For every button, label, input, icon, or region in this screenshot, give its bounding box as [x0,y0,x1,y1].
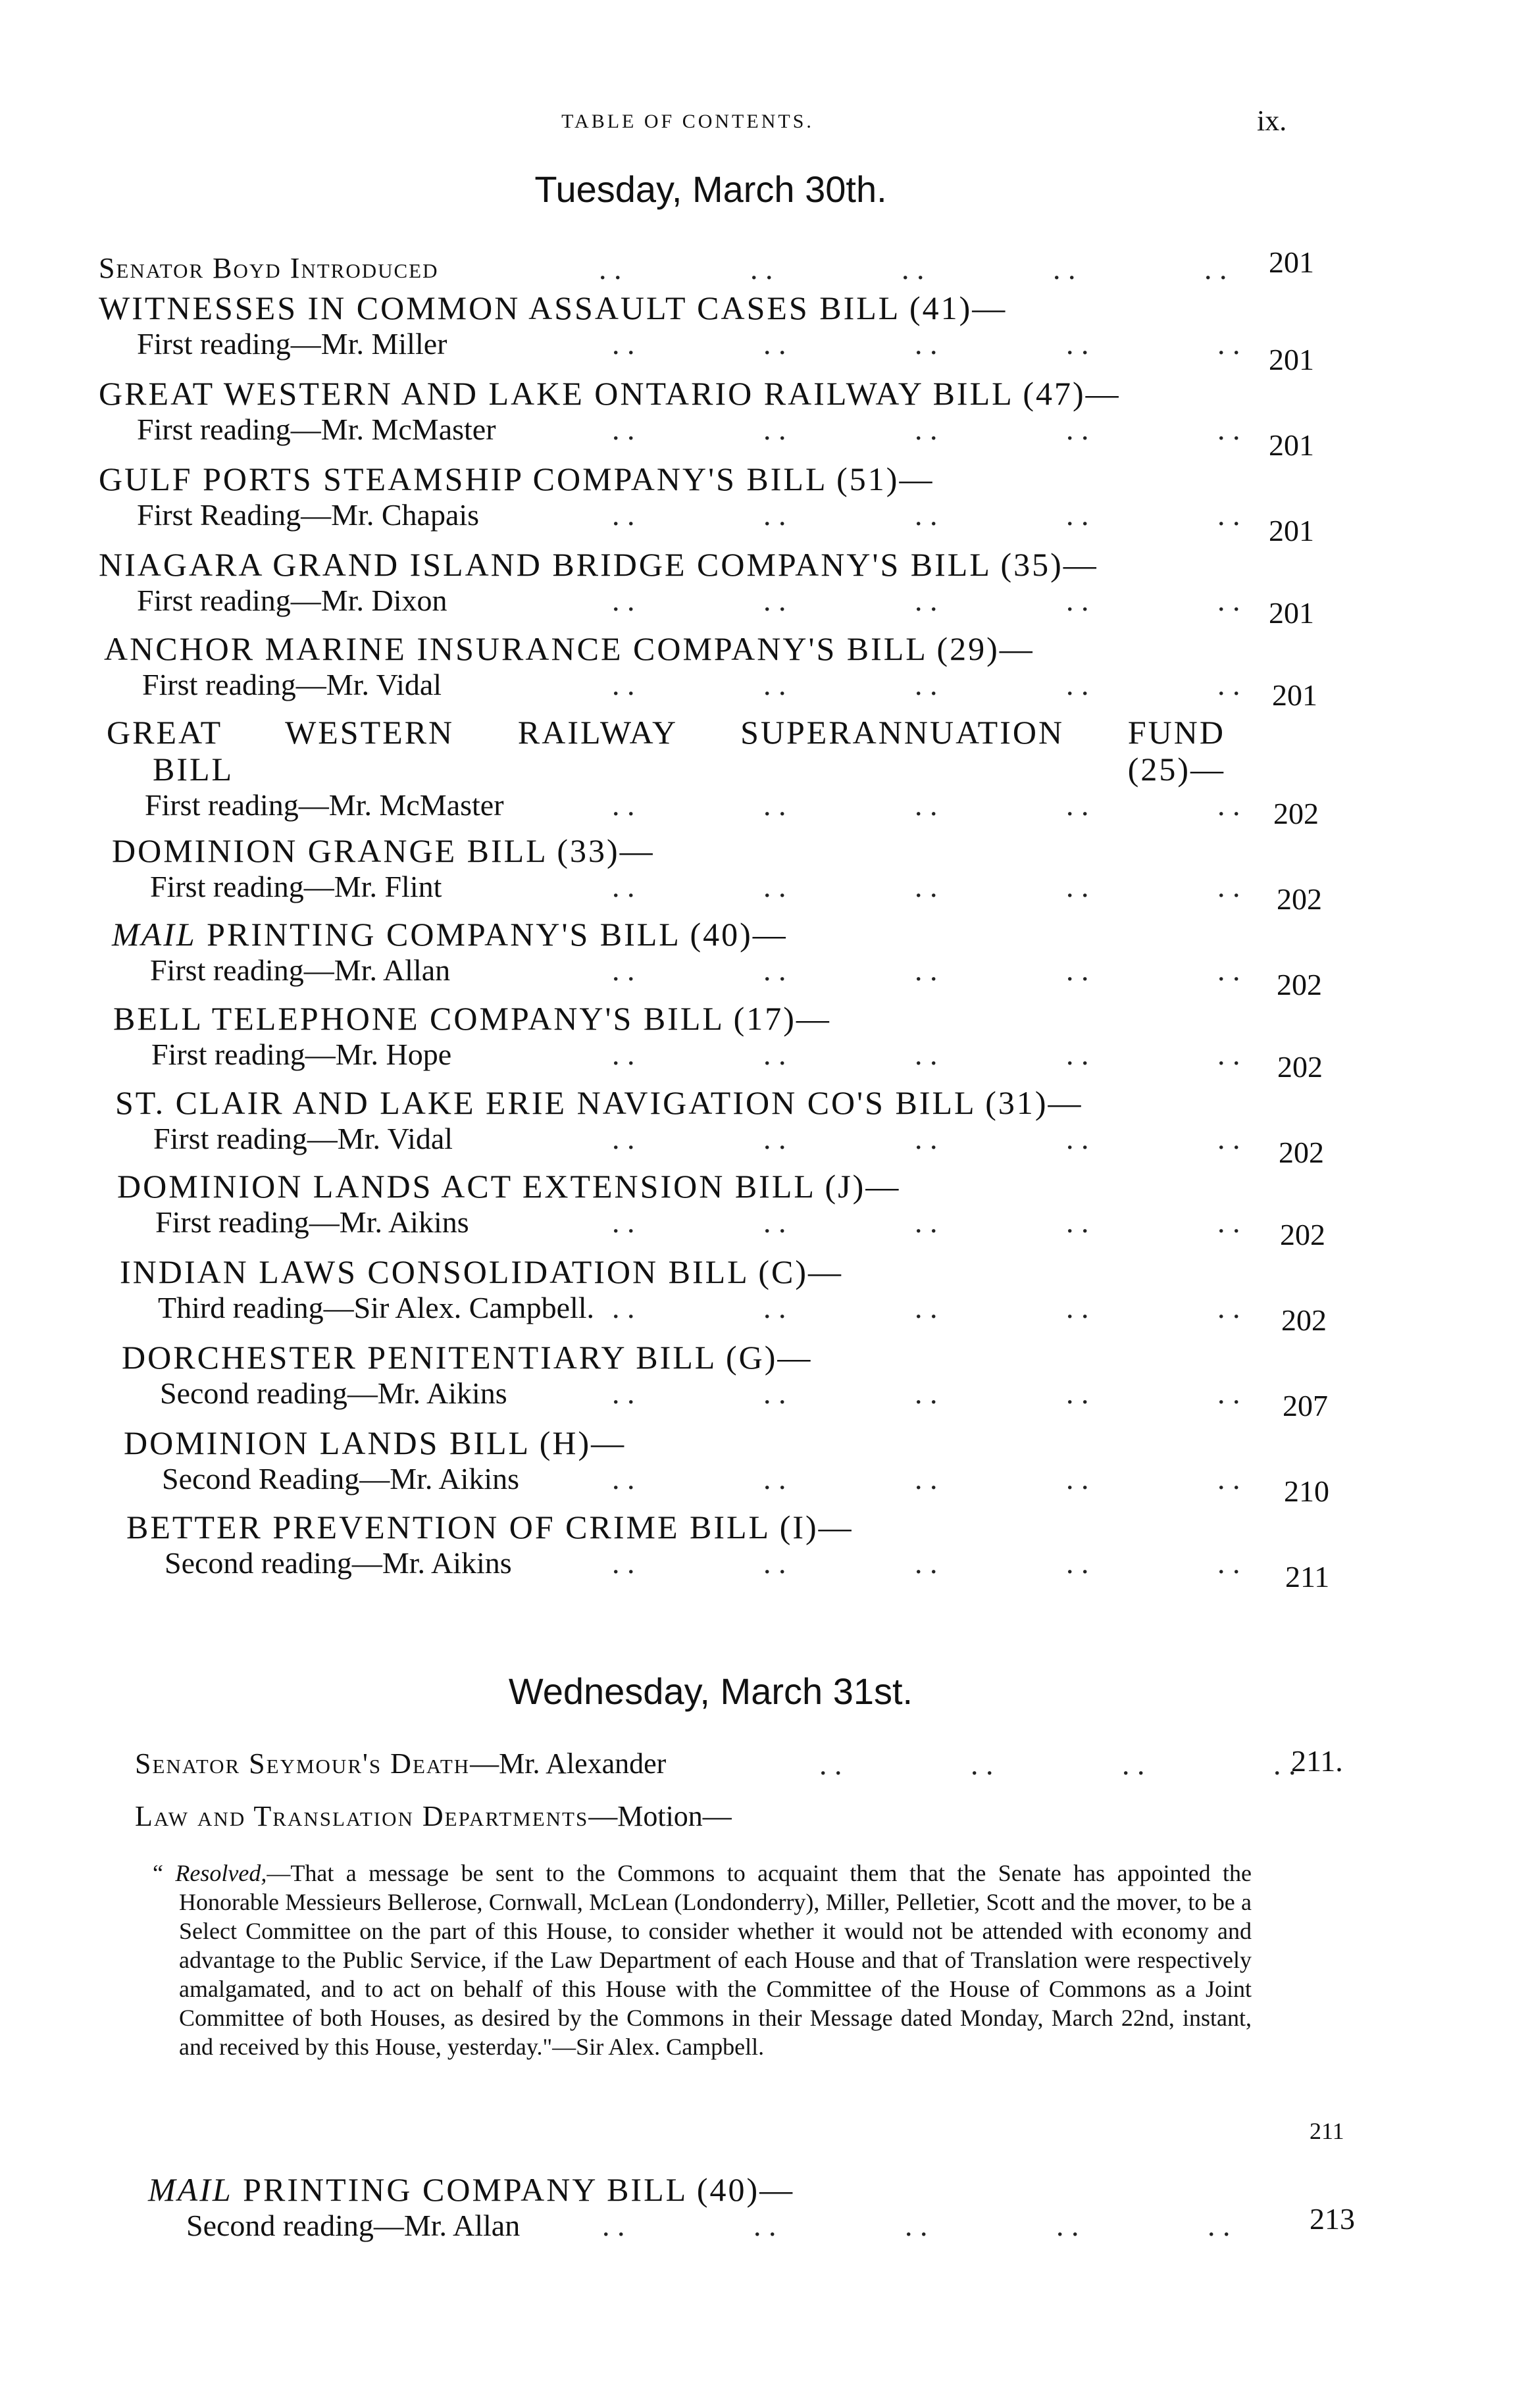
toc-entry[interactable] [126,1509,1240,1581]
toc-entry[interactable] [120,1253,1240,1326]
dot-leaders: . . . . . . . . . . [612,668,1240,701]
page-number: 211 [1285,1560,1330,1593]
entry-sub: First reading—Mr. Dixon [137,584,447,617]
toc-entry[interactable] [99,546,1240,618]
dot-leaders: . . . . . . . . . . [612,1122,1240,1155]
entry-sub: First reading—Mr. McMaster [145,788,504,822]
entry-title: ANCHOR MARINE INSURANCE COMPANY'S BILL (29)— [104,630,1034,667]
entry-title: GULF PORTS STEAMSHIP COMPANY'S BILL (51)— [99,461,934,497]
entry-title-continuation: BILL (25)— [153,751,1225,788]
resolution-text [140,1859,1252,2061]
toc-entry[interactable] [107,714,1240,823]
page-number: 211 [1310,2118,1344,2144]
open-quote: “ [153,1860,176,1886]
toc-entry[interactable] [99,375,1240,447]
entry-sub: Second reading—Mr. Aikins [160,1376,507,1410]
page-number: 210 [1284,1474,1329,1508]
entry-sub: First reading—Mr. Allan [150,953,451,987]
page-number: 201 [1269,428,1314,462]
toc-entry[interactable] [99,461,1240,533]
page-number: 213 [1310,2202,1355,2236]
resolution-body: —That a message be sent to the Commons to acquaint them that the Senate has appointed the Honorable Messieurs Bellerose, Cornwall, McLean (Londonderry), Miller, Pelletier, Scott and the mover, to be a Select Committee on the part of this House, to consider whether it would not be attended with economy and advantage to the Public Service, if the Law Department of each House and that of Translation were respectively amalgamated, and to act on behalf of this House with the Committee of the House of Commons as a Joint Committee of both Houses, as desired by the Commons in their Message dated Monday, March 22nd, instant, and received by this House, yesterday."—Sir Alex. Campbell. [179,1860,1252,2060]
toc-entry-mail-printing-second[interactable] [148,2171,1231,2244]
running-title: TABLE OF CONTENTS. [561,111,814,132]
entry-sub: First reading—Mr. Aikins [155,1205,469,1239]
page-number: 207 [1283,1389,1328,1422]
entry-mover: —Mr. Alexander [470,1747,667,1780]
dot-leaders: . . . . . . . . . . [612,1038,1240,1071]
toc-entry[interactable] [124,1424,1240,1497]
page-number: 201 [1269,596,1314,630]
entry-sub: First reading—Mr. McMaster [137,413,496,446]
page-number: 201 [1269,343,1314,376]
page-number: 202 [1277,1050,1323,1084]
entry-title: DOMINION LANDS ACT EXTENSION BILL (J)— [117,1168,901,1205]
toc-entry[interactable] [117,1168,1240,1240]
entry-sub: Third reading—Sir Alex. Campbell. [158,1291,595,1324]
entry-title: MAIL PRINTING COMPANY'S BILL (40)— [112,916,788,953]
dot-leaders: . . . . . . . . . . [612,870,1240,903]
toc-entry[interactable] [104,630,1240,703]
dot-leaders: . . . . . . . . [819,1747,1296,1781]
page-number: 202 [1280,1218,1325,1251]
day-heading-wednesday: Wednesday, March 31st. [508,1670,913,1712]
toc-entry[interactable] [115,1084,1240,1157]
entry-sub: Second reading—Mr. Allan [186,2209,521,2242]
dot-leaders: . . . . . . . . . . [612,1205,1240,1239]
page-number: 211. [1291,1744,1343,1778]
dot-leaders: . . . . . . . . . . [612,413,1240,446]
entry-sub: Second reading—Mr. Aikins [165,1546,512,1580]
entry-sub: First reading—Mr. Miller [137,327,447,361]
entry-label: Senator Boyd Introduced [99,252,439,284]
dot-leaders: . . . . . . . . . . [612,1546,1240,1580]
page-number: 201 [1269,514,1314,547]
entry-label: Senator Seymour's Death [135,1747,471,1780]
page-number: 201 [1272,678,1317,712]
page-folio: ix. [1257,105,1287,137]
entry-title: INDIAN LAWS CONSOLIDATION BILL (C)— [120,1253,844,1290]
entry-title: NIAGARA GRAND ISLAND BRIDGE COMPANY'S BILL (35)— [99,546,1098,583]
dot-leaders: . . . . . . . . . . [612,953,1240,987]
page-number: 202 [1273,797,1319,830]
running-head [0,104,1528,143]
toc-entry[interactable] [112,832,1240,905]
dot-leaders: . . . . . . . . . . [612,788,1240,822]
entry-sub: First reading—Mr. Vidal [142,668,442,701]
day-heading-tuesday: Tuesday, March 30th. [534,168,887,210]
dot-leaders: . . . . . . . . . . [612,1462,1240,1495]
dot-leaders: . . . . . . . . . . [612,584,1240,617]
entry-suffix: —Motion— [588,1800,732,1832]
page-number: 202 [1277,882,1322,916]
resolved-lead: Resolved, [175,1860,267,1886]
toc-entry-law-translation[interactable] [135,1799,732,1833]
entry-sub: First reading—Mr. Flint [150,870,442,903]
entry-title: GREAT WESTERN AND LAKE ONTARIO RAILWAY BILL (47)— [99,375,1121,412]
entry-title: BELL TELEPHONE COMPANY'S BILL (17)— [113,1000,831,1037]
toc-entry-senator-seymour[interactable] [135,1747,1296,1781]
entry-title: DOMINION LANDS BILL (H)— [124,1424,626,1461]
entry-label: Law and Translation Departments [135,1800,589,1832]
dot-leaders: . . . . . . . . . . [602,2209,1231,2242]
entry-title: DOMINION GRANGE BILL (33)— [112,832,655,869]
page-number: 201 [1269,245,1314,279]
entry-title: ST. CLAIR AND LAKE ERIE NAVIGATION CO'S BILL (31)— [115,1084,1083,1121]
entry-title: BETTER PREVENTION OF CRIME BILL (I)— [126,1509,853,1545]
toc-entry[interactable] [122,1339,1240,1411]
entry-sub: First reading—Mr. Vidal [153,1122,453,1155]
entry-sub: Second Reading—Mr. Aikins [162,1462,520,1495]
dot-leaders: . . . . . . . . . . [612,498,1240,532]
entry-title: DORCHESTER PENITENTIARY BILL (G)— [122,1339,813,1376]
toc-entry[interactable] [99,289,1240,362]
entry-title: WITNESSES IN COMMON ASSAULT CASES BILL (41)— [99,289,1007,326]
page-number: 202 [1281,1303,1327,1337]
entry-title: GREAT WESTERN RAILWAY SUPERANNUATION FUND BILL (25)— [107,714,1225,788]
dot-leaders: . . . . . . . . . . [612,1291,1240,1324]
toc-entry[interactable] [112,916,1240,988]
entry-title: MAIL PRINTING COMPANY BILL (40)— [148,2171,795,2208]
toc-entry-senator-boyd[interactable] [99,251,1227,286]
entry-sub: First reading—Mr. Hope [151,1038,452,1071]
dot-leaders: . . . . . . . . . . [612,1376,1240,1410]
toc-entry[interactable] [113,1000,1240,1072]
page-number: 202 [1277,968,1322,1001]
dot-leaders: . . . . . . . . . . [612,327,1240,361]
dot-leaders: . . . . . . . . . . [599,252,1227,286]
entry-sub: First Reading—Mr. Chapais [137,498,480,532]
page-number: 202 [1279,1136,1324,1169]
